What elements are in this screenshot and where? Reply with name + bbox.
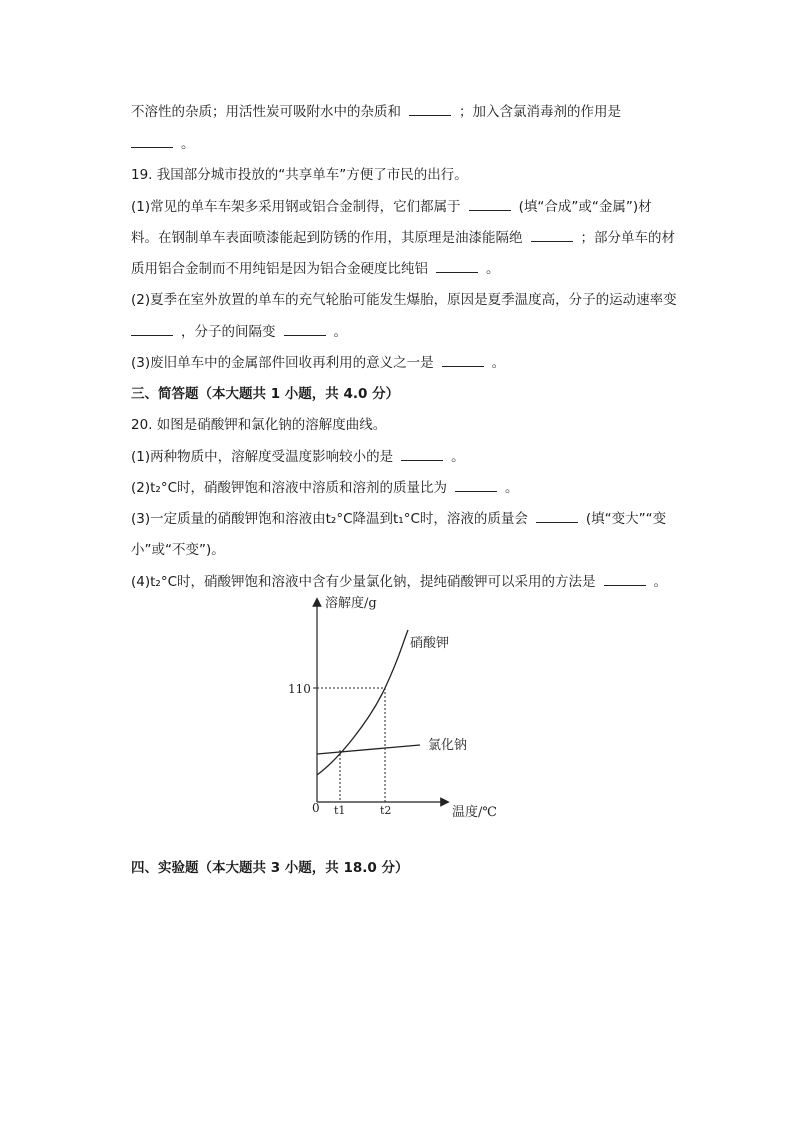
answer-blank[interactable] bbox=[131, 323, 173, 336]
answer-blank[interactable] bbox=[409, 103, 451, 116]
question-20-part1: (1)两种物质中，溶解度受温度影响较小的是 。 bbox=[131, 449, 465, 465]
y-axis-label: 溶解度/g bbox=[325, 596, 377, 611]
answer-blank[interactable] bbox=[284, 323, 326, 336]
answer-blank[interactable] bbox=[455, 479, 497, 492]
solubility-chart bbox=[270, 590, 520, 830]
x-tick-t1: t1 bbox=[334, 804, 346, 817]
answer-blank[interactable] bbox=[442, 354, 484, 367]
question-19-title: 19. 我国部分城市投放的“共享单车”方便了市民的出行。 bbox=[131, 167, 468, 183]
origin-label: 0 bbox=[312, 801, 320, 815]
section-4-heading: 四、实验题（本大题共 3 小题，共 18.0 分） bbox=[131, 860, 409, 876]
question-19-part3: (3)废旧单车中的金属部件回收再利用的意义之一是 。 bbox=[131, 355, 506, 371]
answer-blank[interactable] bbox=[401, 448, 443, 461]
question-19-part1: (1)常见的单车车架多采用钢或铝合金制得，它们都属于 (填“合成”或“金属”)材 bbox=[131, 199, 652, 215]
question-19-part2-cont: ，分子的间隔变 。 bbox=[131, 322, 347, 342]
question-19-part2: (2)夏季在室外放置的单车的充气轮胎可能发生爆胎，原因是夏季温度高，分子的运动速率变 bbox=[131, 292, 677, 308]
question-19-part1-cont: 料。在钢制单车表面喷漆能起到防锈的作用，其原理是油漆能隔绝 ；部分单车的材 bbox=[131, 230, 675, 246]
answer-blank[interactable] bbox=[536, 510, 578, 523]
question-20-title: 20. 如图是硝酸钾和氯化钠的溶解度曲线。 bbox=[131, 417, 387, 433]
question-20-part3: (3)一定质量的硝酸钾饱和溶液由t₂°C降温到t₁°C时，溶液的质量会 (填“变大”“变 bbox=[131, 511, 667, 527]
series-label-sodium-chloride: 氯化钠 bbox=[428, 738, 468, 753]
question-20-part3-cont: 小”或“不变”)。 bbox=[131, 542, 225, 558]
answer-blank[interactable] bbox=[436, 260, 478, 273]
answer-blank[interactable] bbox=[531, 229, 573, 242]
series-label-potassium-nitrate: 硝酸钾 bbox=[410, 636, 450, 651]
text-line-1: 不溶性的杂质；用活性炭可吸附水中的杂质和 ；加入含氯消毒剂的作用是 bbox=[131, 104, 621, 120]
answer-blank[interactable] bbox=[469, 198, 511, 211]
x-tick-t2: t2 bbox=[380, 804, 392, 817]
section-3-heading: 三、简答题（本大题共 1 小题，共 4.0 分） bbox=[131, 386, 400, 402]
series-sodium-chloride bbox=[317, 745, 420, 754]
question-19-part1-cont2: 质用铝合金制而不用纯铝是因为铝合金硬度比纯铝 。 bbox=[131, 261, 500, 277]
question-20-part4: (4)t₂°C时，硝酸钾饱和溶液中含有少量氯化钠，提纯硝酸钾可以采用的方法是 。 bbox=[131, 574, 668, 590]
answer-blank[interactable] bbox=[604, 573, 646, 586]
text-line-2: 。 bbox=[131, 134, 195, 154]
x-axis-label: 温度/℃ bbox=[452, 805, 497, 820]
answer-blank[interactable] bbox=[131, 135, 173, 148]
y-tick-110: 110 bbox=[288, 682, 311, 696]
question-20-part2: (2)t₂°C时，硝酸钾饱和溶液中溶质和溶剂的质量比为 。 bbox=[131, 480, 519, 496]
